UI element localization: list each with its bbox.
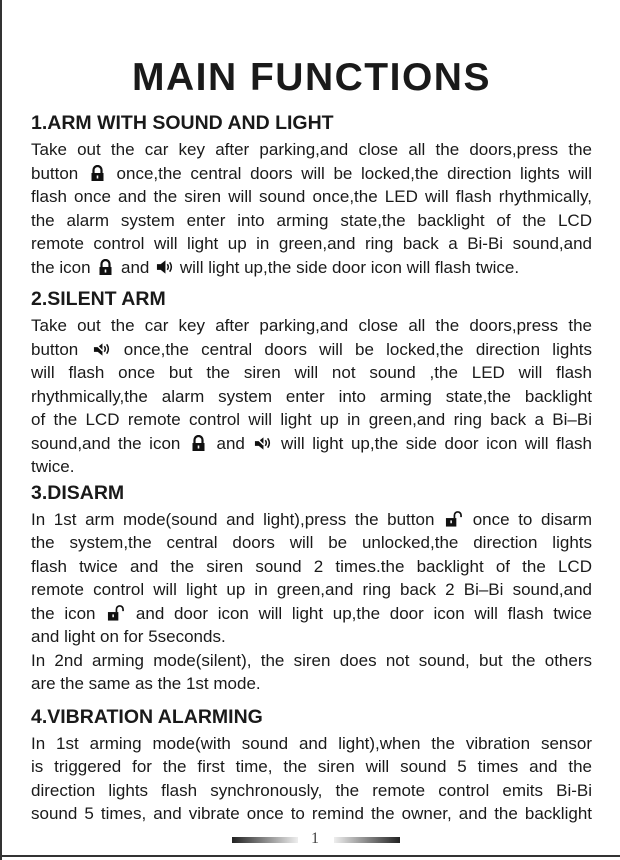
lock-icon: [190, 435, 207, 451]
text-segment: will light up,the side door icon will flash twice.: [179, 257, 520, 277]
text-segment: once to disarm: [472, 509, 593, 529]
page-title: MAIN FUNCTIONS: [132, 56, 491, 99]
lock-icon: [97, 259, 114, 275]
text-line: [31, 361, 592, 385]
text-segment: sound 5 times, and vibrate once to remind the owner, and the backlight: [31, 804, 592, 823]
section-heading: 2.SILENT ARM: [31, 288, 166, 310]
mute-speaker-icon: [254, 435, 271, 451]
text-segment: once,the central doors will be locked,the direction lights will: [116, 163, 592, 183]
text-line: [31, 209, 592, 233]
text-line: [31, 802, 592, 826]
text-segment: flash once and the siren will sound once,the LED will flash rhythmically,: [31, 187, 592, 206]
mute-speaker-icon: [93, 341, 110, 357]
text-line: [31, 672, 592, 696]
text-line: [31, 649, 592, 673]
text-segment: once,the central doors will be locked,the direction lights: [123, 339, 592, 359]
text-line: [31, 432, 592, 456]
text-line: [31, 779, 592, 803]
text-line: [31, 408, 592, 432]
speaker-icon: [156, 259, 173, 275]
text-segment: remote control will light up in green,and ring back 2 Bi–Bi sound,and: [31, 580, 592, 599]
text-segment: remote control will light up in green,and ring back a Bi-Bi sound,and: [31, 234, 592, 253]
text-line: [31, 455, 592, 479]
text-segment: rhythmically,the alarm system enter into arming state,the backlight: [31, 386, 592, 406]
text-segment: In 2nd arming mode(silent), the siren does not sound, but the others: [31, 650, 592, 670]
text-segment: Take out the car key after parking,and close all the doors,press the: [31, 140, 592, 159]
text-line: [31, 508, 592, 532]
text-line: [31, 338, 592, 362]
text-segment: of the LCD remote control will light up in green,and ring back a Bi–Bi: [31, 410, 592, 429]
section-4: [31, 704, 592, 826]
text-segment: the alarm system enter into arming state,the backlight of the LCD: [31, 210, 592, 230]
sections: [31, 110, 592, 826]
text-line: [31, 185, 592, 209]
text-segment: will light up,the side door icon will flash: [281, 433, 592, 453]
text-segment: is triggered for the first time, the siren will sound 5 times and the: [31, 757, 592, 776]
unlock-icon: [107, 605, 124, 621]
text-line: [31, 578, 592, 602]
text-line: [31, 385, 592, 409]
text-segment: the system,the central doors will be unlocked,the direction lights: [31, 533, 592, 552]
text-line: [31, 602, 592, 626]
text-line: [31, 162, 592, 186]
section-1: [31, 110, 592, 279]
text-segment: are the same as the 1st mode.: [31, 674, 261, 693]
text-line: [31, 625, 592, 649]
section-heading: 1.ARM WITH SOUND AND LIGHT: [31, 112, 334, 134]
page-number: 1: [311, 830, 319, 847]
text-segment: twice.: [31, 457, 75, 476]
text-segment: button: [31, 339, 79, 359]
section-2: [31, 286, 592, 479]
text-segment: and: [121, 257, 150, 277]
page-left-border: [0, 0, 2, 860]
page-bottom-border: [0, 855, 620, 857]
text-line: [31, 138, 592, 162]
text-line: [31, 755, 592, 779]
section-heading: 3.DISARM: [31, 481, 125, 504]
text-segment: the icon: [31, 603, 96, 623]
footer-decoration-left: [232, 837, 298, 843]
text-line: [31, 314, 592, 338]
section-3: [31, 480, 592, 696]
text-segment: Take out the car key after parking,and close all the doors,press the: [31, 316, 592, 335]
page-footer: [0, 830, 620, 848]
text-line: [31, 555, 592, 579]
unlock-icon: [445, 511, 462, 527]
text-line: [31, 256, 592, 280]
text-segment: sound,and the icon: [31, 433, 181, 453]
text-line: [31, 732, 592, 756]
text-segment: the icon: [31, 257, 91, 277]
footer-decoration-right: [334, 837, 400, 843]
text-line: [31, 232, 592, 256]
lock-icon: [89, 165, 106, 181]
text-line: [31, 531, 592, 555]
text-segment: and door icon will light up,the door icon will flash twice: [135, 603, 592, 623]
text-segment: In 1st arm mode(sound and light),press the button: [31, 509, 435, 529]
text-segment: button: [31, 163, 79, 183]
text-segment: and: [216, 433, 245, 453]
section-heading: 4.VIBRATION ALARMING: [31, 705, 263, 728]
text-segment: will flash once but the siren will not sound ,the LED will flash: [31, 363, 592, 382]
text-segment: In 1st arming mode(with sound and light),when the vibration sensor: [31, 733, 592, 753]
text-segment: flash twice and the siren sound 2 times.the backlight of the LCD: [31, 556, 592, 576]
text-segment: direction lights flash synchronously, the remote control emits Bi-Bi: [31, 780, 592, 800]
text-segment: and light on for 5seconds.: [31, 627, 226, 646]
page-content: [31, 53, 592, 826]
